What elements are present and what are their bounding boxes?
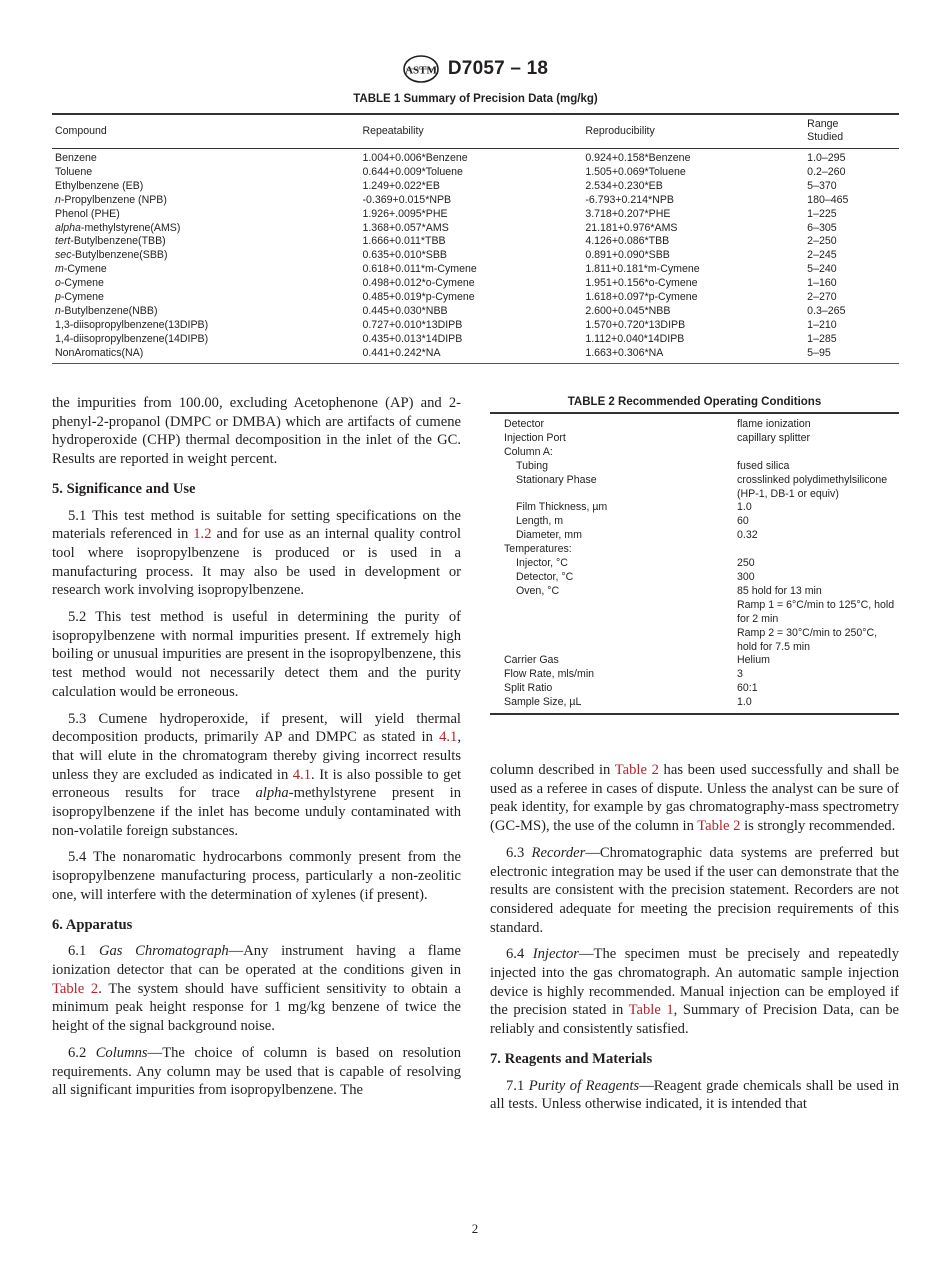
- compound-name: -Butylbenzene(TBB): [70, 235, 166, 248]
- italic-title: Gas Chromatograph: [98, 943, 229, 960]
- text: 7.1: [506, 1077, 529, 1094]
- condition-label: Film Thickness, µm: [516, 501, 608, 514]
- table-row: [52, 263, 899, 277]
- reproducibility-cell: 2.534+0.230*EB: [585, 179, 663, 192]
- compound-name: -Propylbenzene (NPB): [60, 193, 167, 206]
- table-row: [490, 557, 899, 571]
- repeatability-cell: 0.435+0.013*14DIPB: [362, 332, 463, 345]
- compound-cell: [52, 305, 359, 319]
- column-header-repeatability: Repeatability: [362, 124, 424, 137]
- astm-logo-icon: [402, 54, 440, 84]
- compound-cell: [52, 149, 359, 166]
- reproducibility-cell: 1.505+0.069*Toluene: [585, 165, 686, 178]
- range-cell: 1–160: [807, 277, 837, 290]
- table-row: [490, 668, 899, 682]
- reproducibility-cell: -6.793+0.214*NPB: [585, 193, 674, 206]
- column-header-compound: Compound: [55, 124, 107, 137]
- table-row: [52, 249, 899, 263]
- condition-label: Length, m: [516, 515, 564, 528]
- compound-name: -methylstyrene(AMS): [80, 221, 181, 234]
- text: , that will elute in the chromatogram thereby giving incorrect results unless they are excluded as indicated in: [52, 729, 461, 783]
- table-row: [490, 501, 899, 515]
- repeatability-cell: 0.644+0.009*Toluene: [362, 165, 463, 178]
- table-row: [490, 515, 899, 529]
- compound-prefix: sec: [55, 249, 72, 262]
- condition-value: 85 hold for 13 min: [737, 584, 822, 597]
- condition-value: Helium: [737, 654, 770, 667]
- condition-label: Injector, °C: [516, 557, 568, 570]
- compound-name: 1,4-diisopropylbenzene(14DIPB): [55, 332, 209, 345]
- condition-label: [490, 599, 737, 627]
- range-cell: 5–240: [807, 263, 837, 276]
- compound-name: -Cymene: [60, 277, 104, 290]
- text: 6.2: [68, 1044, 96, 1061]
- document-header: [0, 54, 950, 84]
- compound-prefix: p: [55, 291, 61, 304]
- repeatability-cell: 1.926+.0095*PHE: [362, 207, 448, 220]
- table-row: [490, 413, 899, 432]
- compound-name: Toluene: [55, 165, 93, 178]
- text: —The choice of column is based on resolution requirements. Any column may be used that is capable of resolving all significant impurities from isopropylbenzene. The: [52, 1044, 461, 1099]
- table1-title: TABLE 1 Summary of Precision Data (mg/kg): [353, 93, 598, 105]
- table-row: [52, 305, 899, 319]
- compound-name: Benzene: [55, 152, 97, 164]
- table-row: [52, 333, 899, 347]
- table-row: [490, 696, 899, 714]
- compound-cell: [52, 347, 359, 363]
- reproducibility-cell: 1.951+0.156*o-Cymene: [585, 277, 698, 290]
- table-row: [52, 208, 899, 222]
- compound-cell: [52, 222, 359, 236]
- condition-value: 60:1: [737, 682, 758, 695]
- compound-name: -Cymene: [60, 291, 104, 304]
- condition-label: Stationary Phase: [516, 473, 597, 486]
- column-header-reproducibility: Reproducibility: [585, 124, 655, 137]
- compound-name: 1,3-diisopropylbenzene(13DIPB): [55, 318, 209, 331]
- text: 6.4: [506, 946, 533, 963]
- repeatability-cell: 0.635+0.010*SBB: [362, 249, 447, 262]
- paragraph-5-4: 5.4 The nonaromatic hydrocarbons commonly present from the isopropylbenzene manufacturing process, particularly a non-zeolitic one, will interfere with the determination of xylenes (if present).: [52, 849, 461, 903]
- text: and for use as an internal quality control tool where isopropylbenzene is produced or is used in a manufacturing process. It may also be used in development or research work involving isopropylbenzene.: [52, 526, 461, 599]
- condition-label: Diameter, mm: [516, 529, 582, 542]
- condition-label: Temperatures:: [504, 543, 572, 556]
- table-row: [490, 682, 899, 696]
- range-cell: 180–465: [807, 193, 849, 206]
- condition-label: Sample Size, µL: [504, 696, 582, 709]
- table-row: [490, 599, 899, 627]
- text: —Chromatographic data systems are preferred but electronic integration may be used if the user can demonstrate that the results are consistent with the precision statement. Recorders are not considered adequate for meeting the precision requirements of this standard.: [490, 844, 899, 936]
- compound-name: Ethylbenzene (EB): [55, 179, 144, 192]
- paragraph-5-2: 5.2 This test method is useful in determining the purity of isopropylbenzene with normal impurities present. If extremely high boiling or unusual impurities are present in the isopropylbenzene, this test method would not necessarily detect them and the purity calculation would be erroneous.: [52, 609, 461, 700]
- condition-label: Carrier Gas: [504, 654, 559, 667]
- paragraph-6-2-start: [52, 1044, 461, 1100]
- repeatability-cell: 1.368+0.057*AMS: [362, 221, 449, 234]
- table-row: [490, 432, 899, 446]
- left-text-column: [52, 394, 461, 1100]
- compound-name: -Butylbenzene(SBB): [71, 249, 168, 262]
- reproducibility-cell: 0.924+0.158*Benzene: [585, 152, 691, 164]
- table-row: [490, 529, 899, 543]
- compound-name: NonAromatics(NA): [55, 346, 144, 359]
- paragraph-5-3: [52, 710, 461, 841]
- table-2-link[interactable]: Table 2: [697, 818, 741, 835]
- condition-value: capillary splitter: [737, 431, 811, 444]
- text: —The specimen must be precisely and repeatedly injected into the gas chromatograph. An automatic sample injection device is highly recommended. Manual injection can be employed if the precision stated in: [490, 946, 899, 1019]
- table-row: [52, 180, 899, 194]
- paragraph-6-2-continued: [490, 761, 899, 836]
- text: 5.1 This test method is suitable for setting specifications on the materials referenced in: [52, 507, 461, 543]
- compound-prefix: alpha: [55, 221, 81, 234]
- repeatability-cell: 0.445+0.030*NBB: [362, 304, 448, 317]
- text: —Reagent grade chemicals shall be used in all tests. Unless otherwise indicated, it is intended that: [490, 1077, 900, 1113]
- table-2-link[interactable]: Table 2: [52, 980, 99, 997]
- reproducibility-cell: 4.126+0.086*TBB: [585, 235, 670, 248]
- compound-cell: [52, 319, 359, 333]
- condition-value: Ramp 1 = 6°C/min to 125°C, hold for 2 min: [737, 598, 895, 625]
- table-row: [52, 347, 899, 363]
- table-row: [490, 460, 899, 474]
- svg-text:ASTM: ASTM: [404, 64, 437, 77]
- text: . The system should have sufficient sensitivity to obtain a minimum peak height response for 1 mg/kg benzene of twice the height of the signal background noise.: [52, 980, 461, 1035]
- text: —Any instrument having a flame ionization detector that can be operated at the conditions given in: [52, 943, 461, 978]
- table-row: [52, 166, 899, 180]
- condition-label: Injection Port: [504, 431, 566, 444]
- range-cell: 6–305: [807, 221, 837, 234]
- page-number: 2: [471, 1221, 479, 1236]
- compound-cell: [52, 333, 359, 347]
- condition-value: [737, 543, 899, 557]
- repeatability-cell: 1.249+0.022*EB: [362, 179, 440, 192]
- condition-value: 1.0: [737, 501, 752, 514]
- range-cell: 1–225: [807, 207, 837, 220]
- repeatability-cell: 1.004+0.006*Benzene: [362, 152, 468, 164]
- section-1-2-link[interactable]: 1.2: [193, 526, 212, 543]
- range-cell: 1–285: [807, 332, 837, 345]
- repeatability-cell: 0.618+0.011*m-Cymene: [362, 263, 477, 276]
- condition-value: 60: [737, 515, 749, 528]
- compound-name: Phenol (PHE): [55, 207, 120, 220]
- reproducibility-cell: 1.112+0.040*14DIPB: [585, 332, 685, 345]
- range-cell: 1.0–295: [807, 152, 846, 164]
- compound-prefix: m: [55, 263, 64, 276]
- range-cell: 2–250: [807, 235, 837, 248]
- condition-label: Column A:: [504, 445, 553, 458]
- table-row: [490, 571, 899, 585]
- table-row: [490, 585, 899, 599]
- condition-value: 3: [737, 668, 743, 681]
- table-row: [52, 235, 899, 249]
- condition-value: 0.32: [737, 529, 758, 542]
- range-cell: 2–270: [807, 291, 837, 304]
- section-4-1-link[interactable]: 4.1: [439, 729, 458, 746]
- table-header-row: [52, 114, 899, 149]
- range-cell: 1–210: [807, 318, 837, 331]
- table-row: [52, 277, 899, 291]
- compound-cell: [52, 180, 359, 194]
- repeatability-cell: -0.369+0.015*NPB: [362, 193, 452, 206]
- paragraph-6-3: [490, 844, 899, 938]
- table-row: [490, 446, 899, 460]
- paragraph-7-1: [490, 1077, 899, 1114]
- repeatability-cell: 0.441+0.242*NA: [362, 346, 441, 359]
- condition-label: Oven, °C: [516, 584, 560, 597]
- right-text-column: [490, 761, 899, 1122]
- table-row: [490, 627, 899, 655]
- text: , Summary of Precision Data, can be reliably and consistently satisfied.: [490, 1002, 900, 1038]
- compound-cell: [52, 249, 359, 263]
- range-header-text: Range Studied: [807, 118, 844, 143]
- compound-prefix: n: [55, 193, 61, 206]
- reproducibility-cell: 21.181+0.976*AMS: [585, 221, 678, 234]
- italic-title: Recorder: [531, 844, 586, 861]
- repeatability-cell: 0.498+0.012*o-Cymene: [362, 277, 475, 290]
- condition-label: Flow Rate, mls/min: [504, 668, 595, 681]
- section-5-heading: 5. Significance and Use: [52, 480, 196, 497]
- table-row: [52, 319, 899, 333]
- compound-prefix: tert: [55, 235, 71, 248]
- italic-title: Purity of Reagents: [528, 1077, 640, 1094]
- repeatability-cell: 0.485+0.019*p-Cymene: [362, 291, 475, 304]
- condition-value: [737, 446, 899, 460]
- condition-value: crosslinked polydimethylsilicone (HP-1, DB-1 or equiv): [737, 473, 888, 500]
- text: 6.3: [506, 844, 532, 861]
- repeatability-cell: 0.727+0.010*13DIPB: [362, 318, 463, 331]
- section-4-1-link[interactable]: 4.1: [292, 766, 312, 783]
- operating-conditions-table: [490, 412, 899, 715]
- section-6-heading: 6. Apparatus: [52, 916, 133, 933]
- reproducibility-cell: 1.663+0.306*NA: [585, 346, 664, 359]
- condition-value: 250: [737, 557, 755, 570]
- condition-label: [490, 627, 737, 655]
- table2-title: TABLE 2 Recommended Operating Conditions: [567, 396, 822, 408]
- table-row: [490, 543, 899, 557]
- italic-title: Columns: [95, 1044, 148, 1061]
- table-row: [52, 149, 899, 166]
- text: column described in: [490, 762, 615, 778]
- table-2-link[interactable]: Table 2: [614, 762, 659, 778]
- column-header-range: [804, 114, 899, 149]
- reproducibility-cell: 0.891+0.090*SBB: [585, 249, 670, 262]
- intro-continuation: the impurities from 100.00, excluding Acetophenone (AP) and 2-phenyl-2-propanol (DMPC or DMBA) which are artifacts of cumene hydroperoxide (CHP) thermal decomposition in the inlet of the GC. Results are reported in weight percent.: [52, 395, 461, 468]
- italic-title: Injector: [532, 946, 579, 963]
- condition-label: Detector: [504, 418, 545, 430]
- compound-cell: [52, 277, 359, 291]
- text: . It is also possible to get erroneous results for trace: [52, 766, 462, 802]
- compound-cell: [52, 235, 359, 249]
- condition-value: fused silica: [737, 459, 790, 472]
- compound-name: -Cymene: [63, 263, 107, 276]
- text: -methylstyrene present in isopropylbenzene if the inlet has become unduly contaminated with non-volatile foreign substances.: [52, 785, 461, 839]
- section-7-heading: 7. Reagents and Materials: [490, 1050, 653, 1067]
- paragraph-5-1: [52, 507, 461, 601]
- document-id: D7057 – 18: [447, 58, 549, 79]
- reproducibility-cell: 1.811+0.181*m-Cymene: [585, 263, 700, 276]
- condition-value: 300: [737, 570, 755, 583]
- paragraph-6-1: [52, 942, 461, 1036]
- compound-cell: [52, 263, 359, 277]
- compound-prefix: o: [55, 277, 61, 290]
- condition-label: Tubing: [516, 459, 548, 472]
- table-row: [52, 291, 899, 305]
- text: is strongly recommended.: [740, 818, 896, 835]
- table-row: [490, 654, 899, 668]
- condition-label: Detector, °C: [516, 570, 574, 583]
- reproducibility-cell: 1.570+0.720*13DIPB: [585, 318, 686, 331]
- range-cell: 0.3–265: [807, 304, 846, 317]
- italic-text: alpha: [255, 785, 289, 802]
- table-row: [490, 474, 899, 502]
- text: 6.1: [68, 943, 99, 960]
- text: 5.3 Cumene hydroperoxide, if present, will yield thermal decomposition products, primarily AP and DMPC as stated in: [52, 710, 461, 746]
- text: has been used successfully and shall be used as a referee in cases of dispute. Unless the analyst can be sure of peak identity, for example by gas chromatography-mass spectrometry (GC-MS), the use of the column in: [490, 762, 899, 835]
- compound-cell: [52, 166, 359, 180]
- table-1-link[interactable]: Table 1: [628, 1002, 674, 1019]
- condition-value: 1.0: [737, 696, 752, 709]
- range-cell: 2–245: [807, 249, 837, 262]
- condition-label: Split Ratio: [504, 682, 553, 695]
- compound-cell: [52, 291, 359, 305]
- compound-cell: [52, 208, 359, 222]
- condition-value: Ramp 2 = 30°C/min to 250°C, hold for 7.5 min: [737, 626, 878, 653]
- compound-cell: [52, 194, 359, 208]
- paragraph-6-4: [490, 945, 899, 1039]
- range-cell: 5–95: [807, 346, 831, 359]
- compound-name: -Butylbenzene(NBB): [60, 304, 158, 317]
- compound-prefix: n: [55, 304, 61, 317]
- table-row: [52, 194, 899, 208]
- repeatability-cell: 1.666+0.011*TBB: [362, 235, 446, 248]
- precision-data-table: [52, 113, 899, 364]
- range-cell: 0.2–260: [807, 165, 846, 178]
- range-cell: 5–370: [807, 179, 837, 192]
- reproducibility-cell: 3.718+0.207*PHE: [585, 207, 671, 220]
- condition-value: flame ionization: [737, 418, 811, 430]
- reproducibility-cell: 2.600+0.045*NBB: [585, 304, 671, 317]
- reproducibility-cell: 1.618+0.097*p-Cymene: [585, 291, 698, 304]
- table-row: [52, 222, 899, 236]
